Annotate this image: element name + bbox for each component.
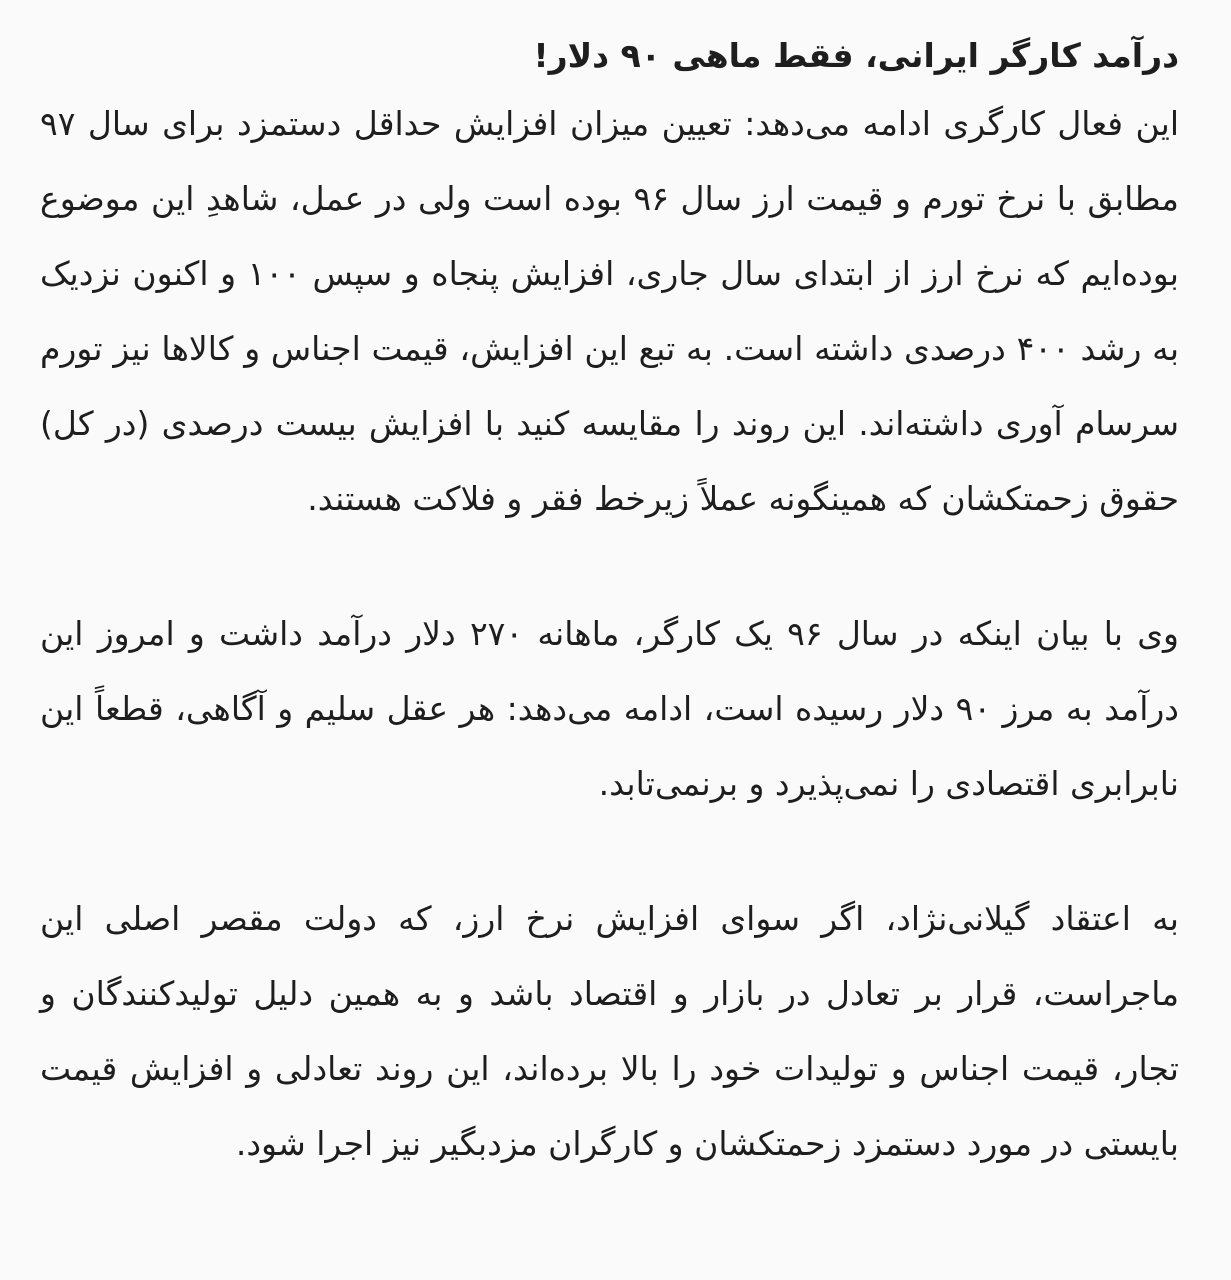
- article-headline: درآمد کارگر ایرانی، فقط ماهی ۹۰ دلار!: [533, 36, 1179, 75]
- article-paragraph-1: این فعال کارگری ادامه می‌دهد: تعیین میزان افزایش حداقل دستمزد برای سال ۹۷ مطابق با نرخ تورم و قیمت ارز سال ۹۶ بوده است ولی در عمل، شاهدِ این موضوع بوده‌ایم که نرخ ارز از ابتدای سال جاری، افزایش پنجاه و سپس ۱۰۰ و اکنون نزدیک به رشد ۴۰۰ درصدی داشته است. به تبع این افزایش، قیمت اجناس و کالاها نیز تورم سرسام آوری داشته‌اند. این روند را مقایسه کنید با افزایش بیست درصدی (در کل) حقوق زحمتکشان که همینگونه عملاً زیرخط فقر و فلاکت هستند.: [40, 104, 1180, 518]
- article-paragraph-2: وی با بیان اینکه در سال ۹۶ یک کارگر، ماهانه ۲۷۰ دلار درآمد داشت و امروز این درآمد به مرز ۹۰ دلار رسیده است، ادامه می‌دهد: هر عقل سلیم و آگاهی، قطعاً این نابرابری اقتصادی را نمی‌پذیرد و برنمی‌تابد.: [40, 614, 1179, 803]
- article-paragraph-3: به اعتقاد گیلانی‌نژاد، اگر سوای افزایش نرخ ارز، که دولت مقصر اصلی این ماجراست، قرار بر تعادل در بازار و اقتصاد باشد و به همین دلیل تولیدکنندگان و تجار، قیمت اجناس و تولیدات خود را بالا برده‌اند، این روند تعادلی و افزایش قیمت بایستی در مورد دستمزد زحمتکشان و کارگران مزدبگیر نیز اجرا شود.: [40, 899, 1179, 1163]
